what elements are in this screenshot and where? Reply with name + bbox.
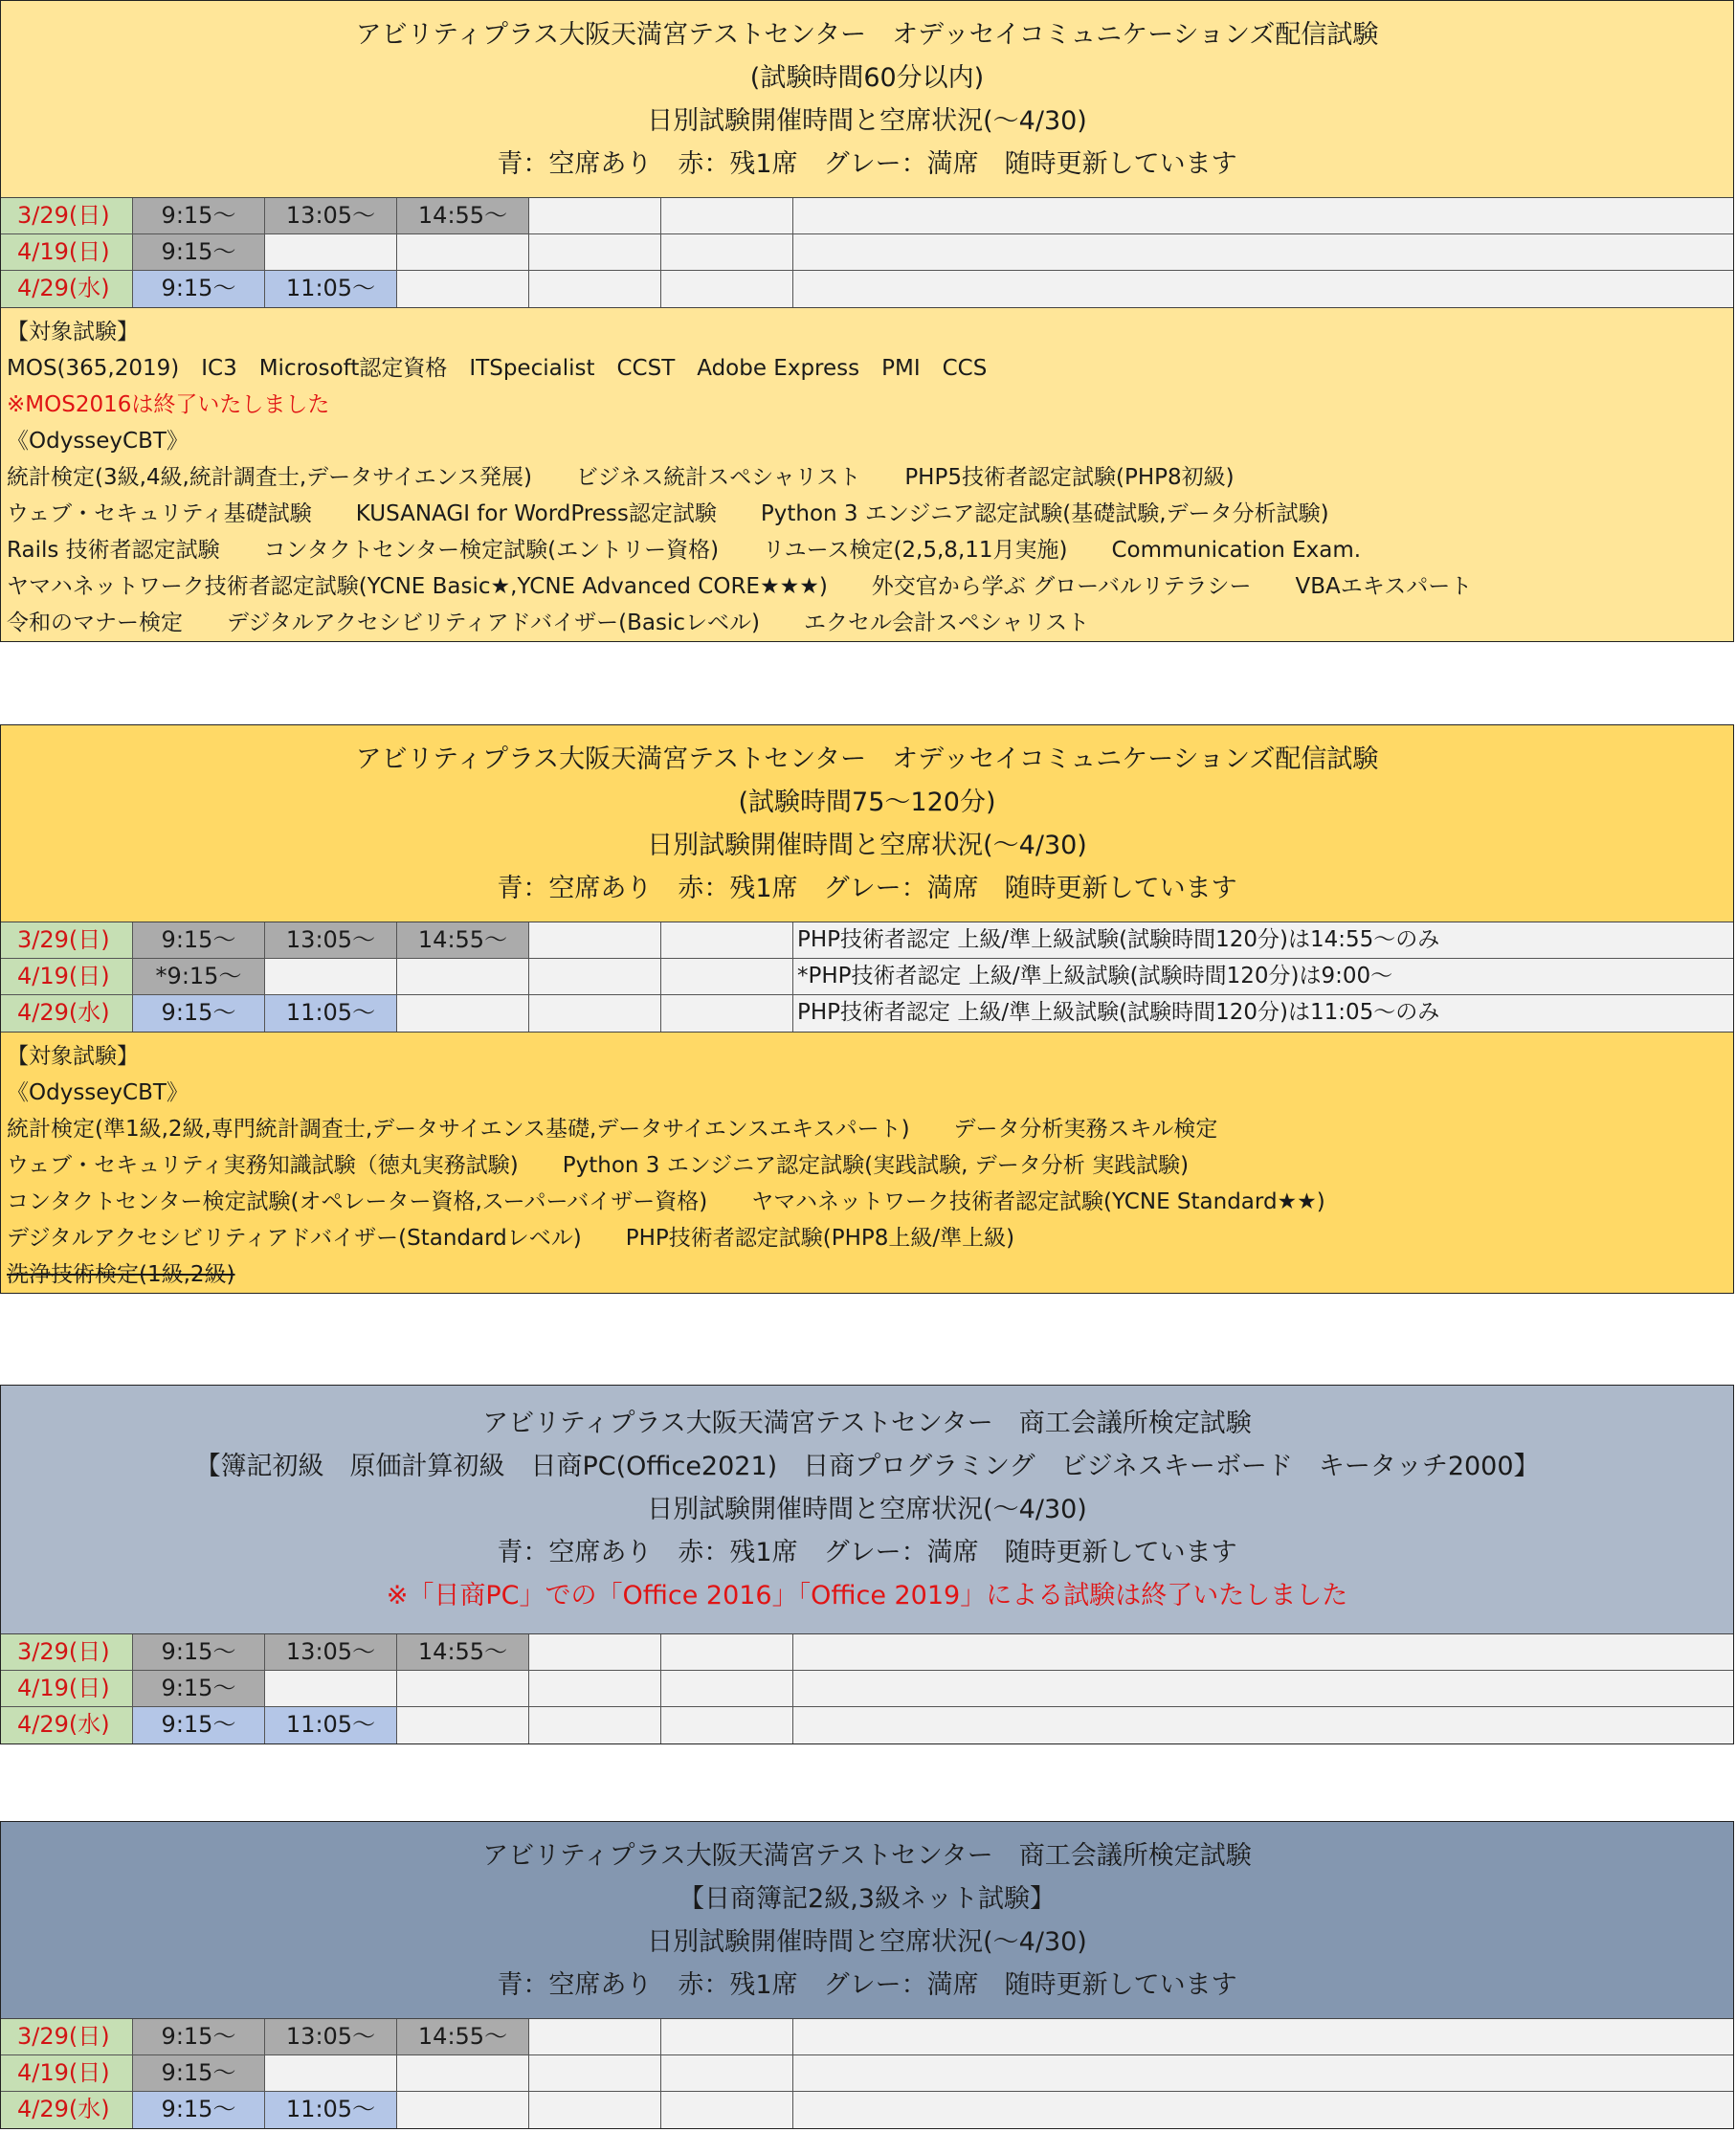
schedule-row (1, 2055, 1733, 2092)
empty-slot (397, 995, 529, 1032)
header-line: 日別試験開催時間と空席状況(～4/30) (647, 1926, 1087, 1957)
empty-slot (397, 959, 529, 994)
empty-slot (265, 2055, 397, 2091)
empty-slot (661, 2092, 793, 2128)
time-slot-full: 9:15～ (133, 2019, 265, 2054)
time-slot-full: 13:05～ (265, 198, 397, 233)
date-cell: 3/29(日) (1, 1634, 133, 1670)
target-exams (1, 307, 1733, 641)
exam-list-line: コンタクトセンター検定試験(オペレーター資格,スーパーバイザー資格) ヤマハネットワーク技術者認定試験(YCNE Standard★★) (7, 1189, 1325, 1214)
exam-list-line: ※MOS2016は終了いたしました (7, 392, 330, 417)
empty-slot (661, 995, 793, 1032)
empty-slot (661, 1707, 793, 1743)
time-slot-full: 14:55～ (397, 1634, 529, 1670)
time-slot-open: 9:15～ (133, 2092, 265, 2128)
row-note (793, 2055, 1733, 2091)
header-line: 青：空席あり 赤：残1席 グレー：満席 随時更新しています (497, 1538, 1237, 1567)
row-note (793, 1671, 1733, 1706)
empty-slot (529, 1707, 661, 1743)
schedule-row (1, 959, 1733, 995)
row-note (793, 2092, 1733, 2128)
empty-slot (397, 2092, 529, 2128)
row-note: PHP技術者認定 上級/準上級試験(試験時間120分)は11:05～のみ (793, 995, 1733, 1032)
empty-slot (529, 959, 661, 994)
schedule-grid (1, 922, 1733, 1032)
empty-slot (265, 234, 397, 270)
empty-slot (397, 1671, 529, 1706)
time-slot-open: 11:05～ (265, 1707, 397, 1743)
time-slot-full: 9:15～ (133, 198, 265, 233)
schedule-section (0, 1385, 1734, 1744)
schedule-row (1, 1634, 1733, 1671)
time-slot-full: *9:15～ (133, 959, 265, 994)
time-slot-full: 13:05～ (265, 922, 397, 958)
empty-slot (661, 198, 793, 233)
header-line: ※「日商PC」での「Office 2016」「Office 2019」による試験は終了いたしました (386, 1581, 1348, 1610)
time-slot-open: 11:05～ (265, 2092, 397, 2128)
exam-list-line: ウェブ・セキュリティ基礎試験 KUSANAGI for WordPress認定試験 Python 3 エンジニア認定試験(基礎試験,データ分析試験) (7, 501, 1329, 526)
time-slot-full: 9:15～ (133, 922, 265, 958)
row-note (793, 1634, 1733, 1670)
schedule-grid (1, 197, 1733, 307)
time-slot-open: 9:15～ (133, 995, 265, 1032)
empty-slot (661, 959, 793, 994)
empty-slot (265, 959, 397, 994)
section-title: アビリティプラス大阪天満宮テストセンター 商工会議所検定試験 (482, 1840, 1252, 1871)
time-slot-full: 14:55～ (397, 2019, 529, 2054)
time-slot-open: 11:05～ (265, 271, 397, 307)
time-slot-full: 14:55～ (397, 198, 529, 233)
exam-list-line: 統計検定(3級,4級,統計調査士,データサイエンス発展) ビジネス統計スペシャリスト PHP5技術者認定試験(PHP8初級) (7, 465, 1235, 490)
section-header (1, 725, 1733, 922)
section-header (1, 1386, 1733, 1633)
row-note (793, 1707, 1733, 1743)
date-cell: 4/29(水) (1, 271, 133, 307)
time-slot-full: 9:15～ (133, 2055, 265, 2091)
schedule-row (1, 271, 1733, 307)
empty-slot (397, 2055, 529, 2091)
date-cell: 3/29(日) (1, 922, 133, 958)
empty-slot (397, 1707, 529, 1743)
date-cell: 4/29(水) (1, 1707, 133, 1743)
header-line: 日別試験開催時間と空席状況(～4/30) (647, 1495, 1087, 1524)
time-slot-open: 9:15～ (133, 271, 265, 307)
header-line: 【日商簿記2級,3級ネット試験】 (679, 1883, 1056, 1914)
row-note (793, 2019, 1733, 2054)
schedule-row (1, 1671, 1733, 1707)
exam-list-line: 《OdysseyCBT》 (7, 429, 189, 454)
exam-list-line: ウェブ・セキュリティ実務知識試験（徳丸実務試験) Python 3 エンジニア認定試験(実践試験, データ分析 実践試験) (7, 1153, 1190, 1178)
schedule-section (0, 0, 1734, 642)
date-cell: 4/29(水) (1, 2092, 133, 2128)
date-cell: 3/29(日) (1, 198, 133, 233)
schedule-row (1, 2019, 1733, 2055)
row-note (793, 234, 1733, 270)
schedule-row (1, 922, 1733, 959)
exam-list-line: 【対象試験】 (7, 1044, 139, 1069)
date-cell: 4/29(水) (1, 995, 133, 1032)
section-title: アビリティプラス大阪天満宮テストセンター 商工会議所検定試験 (482, 1409, 1252, 1438)
empty-slot (529, 198, 661, 233)
section-title: アビリティプラス大阪天満宮テストセンター オデッセイコミュニケーションズ配信試験 (355, 744, 1379, 774)
exam-list-line: Rails 技術者認定試験 コンタクトセンター検定試験(エントリー資格) リユース検定(2,5,8,11月実施) Communication Exam. (7, 538, 1362, 563)
empty-slot (661, 922, 793, 958)
empty-slot (397, 234, 529, 270)
empty-slot (661, 2019, 793, 2054)
empty-slot (529, 234, 661, 270)
time-slot-full: 14:55～ (397, 922, 529, 958)
empty-slot (529, 922, 661, 958)
empty-slot (529, 2055, 661, 2091)
schedule-grid (1, 2018, 1733, 2128)
exam-list-line: デジタルアクセシビリティアドバイザー(Standardレベル) PHP技術者認定試験(PHP8上級/準上級) (7, 1226, 1015, 1251)
schedule-row (1, 1707, 1733, 1743)
row-note (793, 271, 1733, 307)
schedule-row (1, 2092, 1733, 2128)
section-header (1, 1822, 1733, 2018)
empty-slot (661, 234, 793, 270)
time-slot-full: 9:15～ (133, 1634, 265, 1670)
empty-slot (265, 1671, 397, 1706)
time-slot-full: 9:15～ (133, 234, 265, 270)
exam-list-line: 《OdysseyCBT》 (7, 1080, 189, 1105)
header-line: 青：空席あり 赤：残1席 グレー：満席 随時更新しています (497, 873, 1237, 903)
section-header (1, 1, 1733, 197)
header-line: (試験時間60分以内) (749, 62, 985, 93)
exam-list-line: 洗浄技術検定(1級,2級) (7, 1262, 235, 1287)
exam-list-line: 統計検定(準1級,2級,専門統計調査士,データサイエンス基礎,データサイエンスエキスパート) データ分析実務スキル検定 (7, 1117, 1218, 1142)
date-cell: 4/19(日) (1, 234, 133, 270)
time-slot-open: 11:05～ (265, 995, 397, 1032)
empty-slot (529, 1634, 661, 1670)
exam-list-line: MOS(365,2019) IC3 Microsoft認定資格 ITSpecialist CCST Adobe Express PMI CCS (7, 356, 988, 381)
date-cell: 3/29(日) (1, 2019, 133, 2054)
header-line: 日別試験開催時間と空席状況(～4/30) (647, 830, 1087, 860)
section-title: アビリティプラス大阪天満宮テストセンター オデッセイコミュニケーションズ配信試験 (355, 19, 1379, 50)
header-line: 青：空席あり 赤：残1席 グレー：満席 随時更新しています (497, 148, 1237, 179)
schedule-row (1, 234, 1733, 271)
date-cell: 4/19(日) (1, 1671, 133, 1706)
schedule-row (1, 995, 1733, 1032)
empty-slot (529, 995, 661, 1032)
empty-slot (661, 271, 793, 307)
empty-slot (397, 271, 529, 307)
empty-slot (529, 271, 661, 307)
header-line: 日別試験開催時間と空席状況(～4/30) (647, 105, 1087, 136)
empty-slot (661, 1671, 793, 1706)
header-line: 【簿記初級 原価計算初級 日商PC(Office2021) 日商プログラミング ビジネスキーボード キータッチ2000】 (194, 1452, 1540, 1481)
empty-slot (529, 1671, 661, 1706)
row-note: PHP技術者認定 上級/準上級試験(試験時間120分)は14:55～のみ (793, 922, 1733, 958)
empty-slot (661, 2055, 793, 2091)
exam-list-line: 【対象試験】 (7, 320, 139, 344)
empty-slot (661, 1634, 793, 1670)
time-slot-full: 13:05～ (265, 1634, 397, 1670)
header-line: (試験時間75～120分) (738, 787, 996, 817)
exam-list-line: ヤマハネットワーク技術者認定試験(YCNE Basic★,YCNE Advanced CORE★★★) 外交官から学ぶ グローバルリテラシー VBAエキスパート (7, 574, 1473, 599)
time-slot-full: 13:05～ (265, 2019, 397, 2054)
row-note (793, 198, 1733, 233)
time-slot-full: 9:15～ (133, 1671, 265, 1706)
time-slot-open: 9:15～ (133, 1707, 265, 1743)
date-cell: 4/19(日) (1, 2055, 133, 2091)
header-line: 青：空席あり 赤：残1席 グレー：満席 随時更新しています (497, 1969, 1237, 2000)
schedule-section (0, 1821, 1734, 2129)
schedule-grid (1, 1633, 1733, 1743)
target-exams (1, 1032, 1733, 1293)
exam-list-line: 令和のマナー検定 デジタルアクセシビリティアドバイザー(Basicレベル) エクセル会計スペシャリスト (7, 611, 1090, 635)
empty-slot (529, 2092, 661, 2128)
row-note: *PHP技術者認定 上級/準上級試験(試験時間120分)は9:00～ (793, 959, 1733, 994)
empty-slot (529, 2019, 661, 2054)
schedule-section (0, 724, 1734, 1294)
schedule-row (1, 198, 1733, 234)
date-cell: 4/19(日) (1, 959, 133, 994)
